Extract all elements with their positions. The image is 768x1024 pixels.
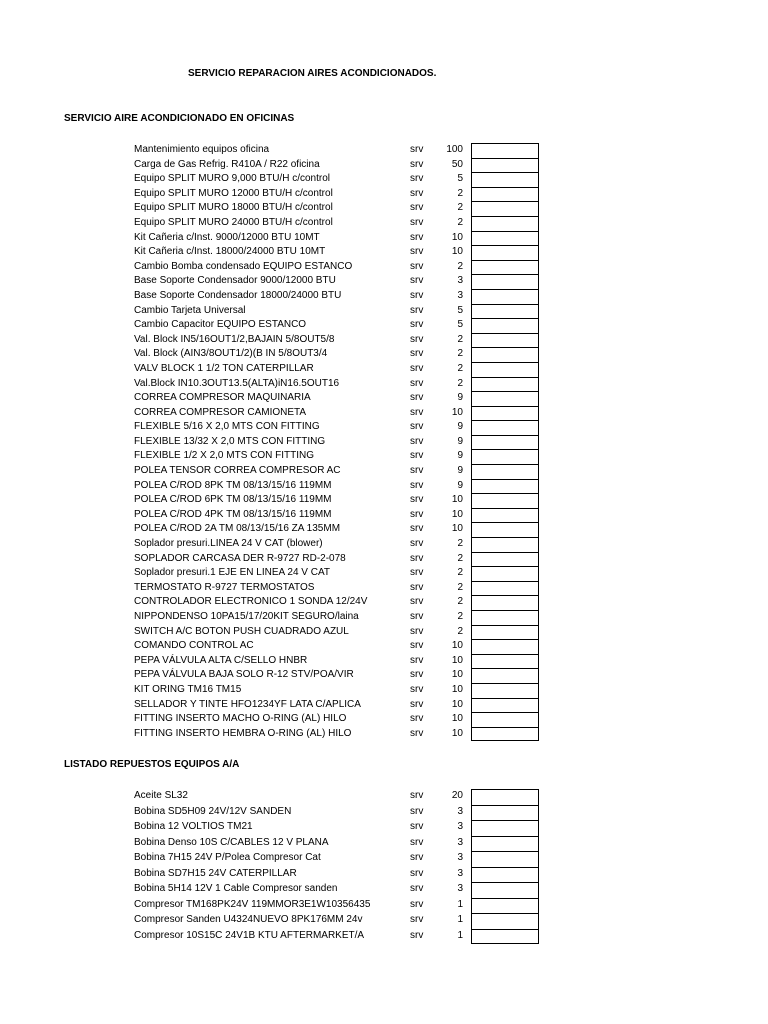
table-row	[0, 231, 768, 246]
price-entry-cell[interactable]	[471, 929, 539, 945]
table-row	[0, 172, 768, 187]
price-entry-cell[interactable]	[471, 347, 539, 362]
item-quantity: 2	[457, 611, 463, 622]
table-row	[0, 333, 768, 348]
item-quantity: 2	[457, 362, 463, 374]
item-quantity: 2	[457, 202, 463, 214]
item-description: Bobina 5H14 12V 1 Cable Compresor sanden	[134, 883, 338, 894]
item-unit: srv	[410, 852, 424, 863]
item-quantity: 10	[451, 246, 463, 258]
price-entry-cell[interactable]	[471, 698, 539, 713]
item-quantity: 5	[457, 304, 463, 316]
item-description: Compresor 10S15C 24V1B KTU AFTERMARKET/A	[134, 929, 365, 941]
price-entry-cell[interactable]	[471, 595, 539, 610]
table-row	[0, 566, 768, 581]
item-quantity: 3	[457, 883, 463, 894]
item-quantity: 3	[457, 275, 463, 287]
item-unit: srv	[410, 867, 424, 879]
item-description: Cambio Capacitor EQUIPO ESTANCO	[134, 319, 307, 331]
item-quantity: 3	[457, 805, 463, 817]
item-description: SELLADOR Y TINTE HFO1234YF LATA C/APLICA	[134, 698, 361, 710]
item-unit: srv	[410, 790, 424, 801]
item-description: Kit Cañeria c/Inst. 18000/24000 BTU 10MT	[134, 246, 326, 258]
item-unit: srv	[410, 669, 424, 681]
price-entry-cell[interactable]	[471, 508, 539, 523]
table-row	[0, 479, 768, 494]
item-description: SWITCH A/C BOTON PUSH CUADRADO AZUL	[134, 625, 349, 637]
item-description: Aceite SL32	[134, 790, 188, 801]
item-quantity: 10	[451, 508, 463, 520]
table-row	[0, 508, 768, 523]
item-quantity: 9	[457, 392, 463, 404]
item-quantity: 2	[457, 333, 463, 345]
item-description: COMANDO CONTROL AC	[134, 640, 254, 652]
item-unit: srv	[410, 406, 424, 418]
item-description: Val. Block IN5/16OUT1/2,BAJAIN 5/8OUT5/8	[134, 333, 335, 345]
table-row	[0, 581, 768, 596]
item-description: POLEA C/ROD 8PK TM 08/13/15/16 119MM	[134, 479, 332, 491]
table-row	[0, 274, 768, 289]
price-entry-cell[interactable]	[471, 668, 539, 683]
price-entry-cell[interactable]	[471, 493, 539, 508]
item-quantity: 2	[457, 260, 463, 272]
table-row	[0, 537, 768, 552]
price-entry-cell[interactable]	[471, 201, 539, 216]
table-row	[0, 245, 768, 260]
item-quantity: 2	[457, 187, 463, 199]
item-description: SOPLADOR CARCASA DER R-9727 RD-2-078	[134, 552, 346, 564]
section-heading-oficinas: SERVICIO AIRE ACONDICIONADO EN OFICINAS	[64, 113, 295, 124]
price-entry-cell[interactable]	[471, 289, 539, 304]
item-unit: srv	[410, 523, 424, 535]
price-entry-cell[interactable]	[471, 435, 539, 450]
table-row	[0, 820, 768, 836]
item-quantity: 10	[451, 683, 463, 695]
price-entry-cell[interactable]	[471, 333, 539, 348]
item-quantity: 10	[451, 640, 463, 652]
item-description: Carga de Gas Refrig. R410A / R22 oficina	[134, 158, 320, 170]
table-row	[0, 789, 768, 805]
item-unit: srv	[410, 450, 424, 462]
item-unit: srv	[410, 898, 424, 910]
price-entry-cell[interactable]	[471, 245, 539, 260]
price-entry-cell[interactable]	[471, 522, 539, 537]
price-entry-cell[interactable]	[471, 882, 539, 898]
table-row	[0, 187, 768, 202]
item-quantity: 10	[451, 231, 463, 243]
item-description: NIPPONDENSO 10PA15/17/20KIT SEGURO/laina	[134, 611, 359, 622]
item-quantity: 2	[457, 216, 463, 228]
item-unit: srv	[410, 883, 424, 894]
table-row	[0, 668, 768, 683]
item-quantity: 2	[457, 596, 463, 608]
item-description: Base Soporte Condensador 9000/12000 BTU	[134, 275, 336, 287]
table-row	[0, 851, 768, 867]
price-entry-cell[interactable]	[471, 143, 539, 158]
item-description: POLEA C/ROD 6PK TM 08/13/15/16 119MM	[134, 494, 332, 506]
table-row	[0, 882, 768, 898]
item-quantity: 2	[457, 377, 463, 389]
item-unit: srv	[410, 929, 424, 941]
item-quantity: 1	[457, 898, 463, 910]
item-quantity: 3	[457, 821, 463, 832]
item-quantity: 9	[457, 421, 463, 433]
item-unit: srv	[410, 805, 424, 817]
item-quantity: 10	[451, 406, 463, 418]
price-entry-cell[interactable]	[471, 639, 539, 654]
table-row	[0, 260, 768, 275]
item-quantity: 2	[457, 567, 463, 579]
item-description: Mantenimiento equipos oficina	[134, 144, 270, 155]
price-entry-cell[interactable]	[471, 727, 539, 742]
table-row	[0, 143, 768, 158]
item-description: Compresor Sanden U4324NUEVO 8PK176MM 24v	[134, 914, 363, 925]
price-entry-cell[interactable]	[471, 449, 539, 464]
price-entry-cell[interactable]	[471, 625, 539, 640]
item-description: POLEA C/ROD 2A TM 08/13/15/16 ZA 135MM	[134, 523, 341, 535]
item-quantity: 10	[451, 713, 463, 725]
price-entry-cell[interactable]	[471, 377, 539, 392]
item-description: CORREA COMPRESOR MAQUINARIA	[134, 392, 311, 404]
item-description: VALV BLOCK 1 1/2 TON CATERPILLAR	[134, 362, 314, 374]
item-unit: srv	[410, 435, 424, 447]
item-quantity: 3	[457, 289, 463, 301]
table-row	[0, 595, 768, 610]
table-row	[0, 805, 768, 821]
item-unit: srv	[410, 173, 424, 185]
item-unit: srv	[410, 625, 424, 637]
item-unit: srv	[410, 275, 424, 287]
item-quantity: 10	[451, 654, 463, 666]
table-row	[0, 898, 768, 914]
table-row	[0, 625, 768, 640]
price-entry-cell[interactable]	[471, 172, 539, 187]
item-description: Bobina SD5H09 24V/12V SANDEN	[134, 805, 292, 817]
item-quantity: 3	[457, 852, 463, 863]
price-entry-cell[interactable]	[471, 805, 539, 821]
item-unit: srv	[410, 727, 424, 739]
item-description: Equipo SPLIT MURO 9,000 BTU/H c/control	[134, 173, 331, 185]
item-description: PEPA VÁLVULA BAJA SOLO R-12 STV/POA/VIR	[134, 669, 354, 681]
item-description: Bobina SD7H15 24V CATERPILLAR	[134, 867, 297, 879]
item-description: FLEXIBLE 5/16 X 2,0 MTS CON FITTING	[134, 421, 320, 433]
price-entry-cell[interactable]	[471, 789, 539, 805]
price-entry-cell[interactable]	[471, 464, 539, 479]
item-quantity: 10	[451, 669, 463, 681]
section-heading-repuestos: LISTADO REPUESTOS EQUIPOS A/A	[64, 759, 240, 770]
price-entry-cell[interactable]	[471, 820, 539, 836]
price-entry-cell[interactable]	[471, 406, 539, 421]
item-quantity: 10	[451, 698, 463, 710]
item-quantity: 10	[451, 523, 463, 535]
table-row	[0, 304, 768, 319]
price-entry-cell[interactable]	[471, 654, 539, 669]
item-description: Kit Cañeria c/Inst. 9000/12000 BTU 10MT	[134, 231, 320, 243]
item-description: FLEXIBLE 13/32 X 2,0 MTS CON FITTING	[134, 435, 326, 447]
item-unit: srv	[410, 202, 424, 214]
item-description: CONTROLADOR ELECTRONICO 1 SONDA 12/24V	[134, 596, 368, 608]
item-unit: srv	[410, 362, 424, 374]
table-row	[0, 654, 768, 669]
item-quantity: 1	[457, 914, 463, 925]
item-description: FITTING INSERTO HEMBRA O-RING (AL) HILO	[134, 727, 352, 739]
table-row	[0, 289, 768, 304]
item-unit: srv	[410, 260, 424, 272]
item-description: FLEXIBLE 1/2 X 2,0 MTS CON FITTING	[134, 450, 315, 462]
item-description: CORREA COMPRESOR CAMIONETA	[134, 406, 307, 418]
price-entry-cell[interactable]	[471, 581, 539, 596]
table-row	[0, 216, 768, 231]
table-row	[0, 362, 768, 377]
item-unit: srv	[410, 319, 424, 331]
item-unit: srv	[410, 611, 424, 622]
item-quantity: 5	[457, 173, 463, 185]
price-entry-cell[interactable]	[471, 304, 539, 319]
item-description: Base Soporte Condensador 18000/24000 BTU	[134, 289, 342, 301]
item-unit: srv	[410, 552, 424, 564]
item-unit: srv	[410, 216, 424, 228]
price-entry-cell[interactable]	[471, 187, 539, 202]
table-row	[0, 698, 768, 713]
item-quantity: 2	[457, 625, 463, 637]
item-unit: srv	[410, 187, 424, 199]
item-quantity: 50	[451, 158, 463, 170]
item-unit: srv	[410, 698, 424, 710]
item-quantity: 9	[457, 450, 463, 462]
item-unit: srv	[410, 246, 424, 258]
table-row	[0, 836, 768, 852]
price-entry-cell[interactable]	[471, 851, 539, 867]
table-row	[0, 639, 768, 654]
item-quantity: 9	[457, 435, 463, 447]
item-unit: srv	[410, 581, 424, 593]
item-quantity: 9	[457, 465, 463, 477]
item-unit: srv	[410, 494, 424, 506]
table-row	[0, 347, 768, 362]
table-row	[0, 435, 768, 450]
table-row	[0, 464, 768, 479]
item-description: POLEA TENSOR CORREA COMPRESOR AC	[134, 465, 341, 477]
document-title: SERVICIO REPARACION AIRES ACONDICIONADOS.	[188, 68, 437, 79]
item-description: POLEA C/ROD 4PK TM 08/13/15/16 119MM	[134, 508, 332, 520]
table-row	[0, 391, 768, 406]
price-entry-cell[interactable]	[471, 552, 539, 567]
item-unit: srv	[410, 713, 424, 725]
item-unit: srv	[410, 289, 424, 301]
item-unit: srv	[410, 836, 424, 848]
item-unit: srv	[410, 821, 424, 832]
item-unit: srv	[410, 158, 424, 170]
price-entry-cell[interactable]	[471, 231, 539, 246]
items-table-oficinas	[0, 143, 768, 741]
item-description: KIT ORING TM16 TM15	[134, 683, 242, 695]
item-quantity: 2	[457, 552, 463, 564]
price-entry-cell[interactable]	[471, 420, 539, 435]
item-unit: srv	[410, 304, 424, 316]
item-unit: srv	[410, 508, 424, 520]
item-description: Soplador presuri.LINEA 24 V CAT (blower)	[134, 538, 323, 550]
price-entry-cell[interactable]	[471, 391, 539, 406]
table-row	[0, 522, 768, 537]
table-row	[0, 201, 768, 216]
table-row	[0, 449, 768, 464]
item-description: Soplador presuri.1 EJE EN LINEA 24 V CAT	[134, 567, 331, 579]
price-entry-cell[interactable]	[471, 537, 539, 552]
item-unit: srv	[410, 144, 424, 155]
item-quantity: 10	[451, 494, 463, 506]
item-unit: srv	[410, 538, 424, 550]
price-entry-cell[interactable]	[471, 683, 539, 698]
table-row	[0, 377, 768, 392]
item-unit: srv	[410, 231, 424, 243]
item-description: Bobina Denso 10S C/CABLES 12 V PLANA	[134, 836, 329, 848]
price-entry-cell[interactable]	[471, 610, 539, 625]
item-description: FITTING INSERTO MACHO O-RING (AL) HILO	[134, 713, 347, 725]
item-description: Equipo SPLIT MURO 12000 BTU/H c/control	[134, 187, 333, 199]
item-description: Bobina 12 VOLTIOS TM21	[134, 821, 253, 832]
item-description: TERMOSTATO R-9727 TERMOSTATOS	[134, 581, 315, 593]
item-description: Val.Block IN10.3OUT13.5(ALTA)iN16.5OUT16	[134, 377, 340, 389]
item-description: Cambio Bomba condensado EQUIPO ESTANCO	[134, 260, 353, 272]
item-quantity: 3	[457, 836, 463, 848]
item-quantity: 2	[457, 581, 463, 593]
item-quantity: 20	[451, 790, 463, 801]
item-quantity: 9	[457, 479, 463, 491]
table-row	[0, 929, 768, 945]
item-description: Val. Block (AIN3/8OUT1/2)(B IN 5/8OUT3/4	[134, 348, 328, 360]
item-unit: srv	[410, 683, 424, 695]
items-table-repuestos	[0, 789, 768, 944]
price-entry-cell[interactable]	[471, 712, 539, 727]
item-quantity: 2	[457, 348, 463, 360]
table-row	[0, 158, 768, 173]
item-description: Cambio Tarjeta Universal	[134, 304, 246, 316]
item-description: Equipo SPLIT MURO 24000 BTU/H c/control	[134, 216, 333, 228]
price-entry-cell[interactable]	[471, 898, 539, 914]
item-unit: srv	[410, 333, 424, 345]
item-quantity: 1	[457, 929, 463, 941]
price-entry-cell[interactable]	[471, 158, 539, 173]
table-row	[0, 406, 768, 421]
table-row	[0, 867, 768, 883]
item-unit: srv	[410, 377, 424, 389]
item-quantity: 5	[457, 319, 463, 331]
price-entry-cell[interactable]	[471, 479, 539, 494]
item-quantity: 2	[457, 538, 463, 550]
item-quantity: 100	[446, 144, 463, 155]
price-entry-cell[interactable]	[471, 867, 539, 883]
item-unit: srv	[410, 465, 424, 477]
item-unit: srv	[410, 392, 424, 404]
table-row	[0, 712, 768, 727]
table-row	[0, 420, 768, 435]
table-row	[0, 610, 768, 625]
table-row	[0, 727, 768, 742]
table-row	[0, 493, 768, 508]
item-description: PEPA VÁLVULA ALTA C/SELLO HNBR	[134, 654, 308, 666]
price-entry-cell[interactable]	[471, 362, 539, 377]
item-unit: srv	[410, 421, 424, 433]
price-entry-cell[interactable]	[471, 566, 539, 581]
table-row	[0, 552, 768, 567]
item-unit: srv	[410, 479, 424, 491]
price-entry-cell[interactable]	[471, 274, 539, 289]
price-entry-cell[interactable]	[471, 913, 539, 929]
item-quantity: 3	[457, 867, 463, 879]
item-unit: srv	[410, 567, 424, 579]
price-entry-cell[interactable]	[471, 260, 539, 275]
price-entry-cell[interactable]	[471, 836, 539, 852]
item-unit: srv	[410, 914, 424, 925]
price-entry-cell[interactable]	[471, 318, 539, 333]
item-description: Compresor TM168PK24V 119MMOR3E1W10356435	[134, 898, 371, 910]
item-description: Equipo SPLIT MURO 18000 BTU/H c/control	[134, 202, 333, 214]
table-row	[0, 913, 768, 929]
table-row	[0, 683, 768, 698]
price-entry-cell[interactable]	[471, 216, 539, 231]
item-quantity: 10	[451, 727, 463, 739]
table-row	[0, 318, 768, 333]
item-unit: srv	[410, 348, 424, 360]
item-description: Bobina 7H15 24V P/Polea Compresor Cat	[134, 852, 321, 863]
item-unit: srv	[410, 596, 424, 608]
item-unit: srv	[410, 640, 424, 652]
item-unit: srv	[410, 654, 424, 666]
